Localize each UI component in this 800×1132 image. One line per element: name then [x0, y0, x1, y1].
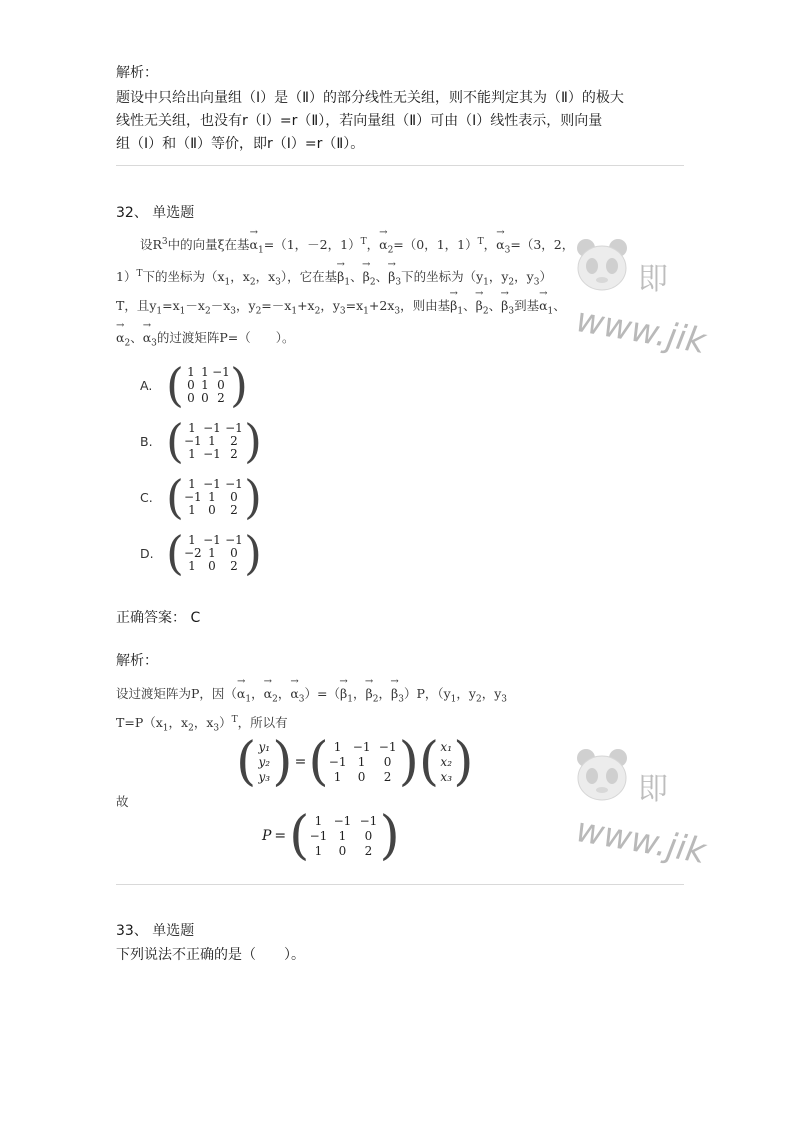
matrix-cell: −1 [183, 489, 202, 504]
matrix-cell: 2 [230, 558, 238, 573]
matrix-cell: −1 [203, 446, 221, 461]
matrix-cell: 1 [333, 739, 342, 754]
question-32-stem-line-3: T，且$y_1=x_1-x_2-x_3$，$y_2=-x_1+x_2$，$y_3=x_1+2x_3$，则由基→ $\beta_1$、→ $\beta_2$、→ $\beta_3$到基→ $\alpha_1$、 [116, 296, 566, 322]
watermark-zh-2: 即 [638, 772, 668, 807]
vector-cell: y₁ [258, 739, 271, 754]
matrix-cell: 0 [357, 769, 366, 784]
matrix-cell: 1 [187, 364, 195, 379]
matrix-cell: 2 [230, 446, 238, 461]
vector-cell: x₁ [440, 739, 452, 754]
equals-sign-2: = [274, 828, 287, 844]
divider [116, 165, 684, 166]
solution-gu: 故 [116, 794, 129, 809]
option-d[interactable] [140, 526, 262, 580]
matrix-cell: −1 [359, 813, 378, 828]
correct-answer: 正确答案： C [116, 610, 201, 626]
vector-cell: y₃ [258, 769, 271, 784]
matrix-cell: 0 [338, 843, 347, 858]
question-33-header: 33、 单选题 [116, 923, 195, 939]
matrix-cell: 0 [187, 390, 195, 405]
matrix-cell: 1 [188, 558, 196, 573]
matrix-cell: −1 [203, 420, 221, 435]
matrix-cell: 2 [383, 769, 392, 784]
matrix-cell: −2 [183, 545, 202, 560]
option-a-label: A. [140, 377, 153, 393]
matrix-cell: 0 [230, 489, 238, 504]
matrix-cell: 0 [208, 502, 216, 517]
matrix-cell: −1 [203, 476, 221, 491]
matrix-cell: −1 [328, 754, 347, 769]
p-symbol: P [262, 828, 272, 844]
matrix-cell: 1 [357, 754, 366, 769]
option-a[interactable] [140, 358, 248, 412]
matrix-cell: 0 [187, 377, 195, 392]
prev-analysis-line-1: 题设中只给出向量组（Ⅰ）是（Ⅱ）的部分线性无关组，则不能判定其为（Ⅱ）的极大 [116, 90, 624, 106]
panda-icon [572, 236, 632, 296]
y-vector: ( y₁ y₂ y₃ ) [236, 732, 293, 792]
matrix-cell: 0 [364, 828, 373, 843]
watermark-1 [572, 226, 709, 363]
matrix-cell: 1 [201, 364, 209, 379]
matrix-cell: 1 [314, 843, 323, 858]
equals-sign: = [294, 754, 307, 770]
x-vector: ( x₁ x₂ x₃ ) [418, 732, 474, 792]
matrix-cell: 1 [201, 377, 209, 392]
matrix-cell: −1 [309, 828, 328, 843]
option-d-matrix: ( 1 −1 −1 −2 1 0 1 0 2 ) [166, 526, 262, 580]
matrix-cell: −1 [183, 433, 202, 448]
prev-analysis-line-3: 组（Ⅰ）和（Ⅱ）等价，即r（Ⅰ）=r（Ⅱ）。 [116, 136, 365, 152]
option-c-label: C. [140, 489, 153, 505]
matrix-cell: −1 [225, 420, 243, 435]
matrix-cell: −1 [203, 532, 221, 547]
option-b-label: B. [140, 433, 153, 449]
vector-cell: x₂ [440, 754, 452, 769]
option-d-label: D. [140, 545, 154, 561]
watermark-url-2: www.jik [573, 810, 709, 873]
option-a-matrix: ( 1 1 −1 0 1 0 0 0 2 ) [166, 358, 248, 412]
matrix-cell: 1 [188, 476, 196, 491]
matrix-cell: 1 [208, 433, 216, 448]
prev-analysis-line-2: 线性无关组，也没有r（Ⅰ）=r（Ⅱ），若向量组（Ⅱ）可由（Ⅰ）线性表示，则向量 [116, 113, 603, 129]
vector-cell: x₃ [440, 769, 452, 784]
matrix-cell: 0 [217, 377, 225, 392]
matrix-cell: 2 [217, 390, 225, 405]
prev-analysis-label: 解析： [116, 65, 158, 81]
matrix-cell: −1 [333, 813, 352, 828]
result-matrix: ( 1 −1 −1 −1 1 0 1 0 2 ) [289, 806, 400, 866]
panda-icon [572, 746, 632, 806]
question-33-stem: 下列说法不正确的是（ ）。 [116, 947, 305, 963]
matrix-cell: 0 [201, 390, 209, 405]
matrix-cell: 0 [208, 558, 216, 573]
option-c[interactable] [140, 470, 262, 524]
matrix-cell: 1 [333, 769, 342, 784]
matrix-cell: −1 [378, 739, 397, 754]
matrix-cell: 2 [230, 502, 238, 517]
matrix-cell: 1 [314, 813, 323, 828]
watermark-zh-1: 即 [638, 262, 668, 297]
matrix-cell: 0 [230, 545, 238, 560]
question-32-stem-line-4: → $\alpha_2$、→ $\alpha_3$的过渡矩阵P=（ ）。 [116, 328, 295, 354]
matrix-cell: 1 [188, 446, 196, 461]
matrix-cell: 2 [364, 843, 373, 858]
solution-line-2: $T=P(x_1$，$x_2$，$x_3)^T$，所以有 [116, 715, 288, 734]
watermark-2 [572, 736, 709, 873]
matrix-cell: −1 [212, 364, 230, 379]
matrix-cell: −1 [225, 532, 243, 547]
matrix-cell: 0 [383, 754, 392, 769]
transition-matrix: ( 1 −1 −1 −1 1 0 1 0 2 ) [308, 732, 419, 792]
question-32-analysis-label: 解析： [116, 653, 158, 669]
solution-equation [236, 732, 474, 792]
watermark-url-1: www.jik [573, 300, 709, 363]
matrix-cell: −1 [352, 739, 371, 754]
vector-cell: y₂ [258, 754, 271, 769]
matrix-cell: 1 [338, 828, 347, 843]
option-c-matrix: ( 1 −1 −1 −1 1 0 1 0 2 ) [166, 470, 262, 524]
option-b[interactable] [140, 414, 262, 468]
matrix-cell: 1 [208, 489, 216, 504]
divider-2 [116, 884, 684, 885]
question-32-stem-line-1: 设$R^3$中的向量ξ在基→ $\alpha_1=(1$，－2，1）$^T$，→ $\alpha_2=(0$，1，1）$^T$，→ $\alpha_3=(3$，2， [140, 232, 574, 261]
matrix-cell: 2 [230, 433, 238, 448]
option-b-matrix: ( 1 −1 −1 −1 1 2 1 −1 2 ) [166, 414, 262, 468]
matrix-cell: 1 [208, 545, 216, 560]
matrix-cell: 1 [188, 420, 196, 435]
matrix-cell: 1 [188, 502, 196, 517]
matrix-cell: −1 [225, 476, 243, 491]
question-32-header: 32、 单选题 [116, 205, 195, 221]
solution-line-1: 设过渡矩阵为P，因（→ $\alpha_1$，→ $\alpha_2$，→ $\alpha_3)=(\to \beta_1$，→ $\beta_2$，→ $\beta_3)P$，（$y_1$，$y_2$，$y_3$ [116, 684, 507, 710]
solution-result [262, 806, 400, 866]
matrix-cell: 1 [188, 532, 196, 547]
question-32-stem-line-2: 1）$^T$下的坐标为（$x_1$，$x_2$，$x_3$），它在基→ $\beta_1$、→ $\beta_2$、→ $\beta_3$下的坐标为（$y_1$，$y_2$，$y_3$） [116, 264, 552, 293]
